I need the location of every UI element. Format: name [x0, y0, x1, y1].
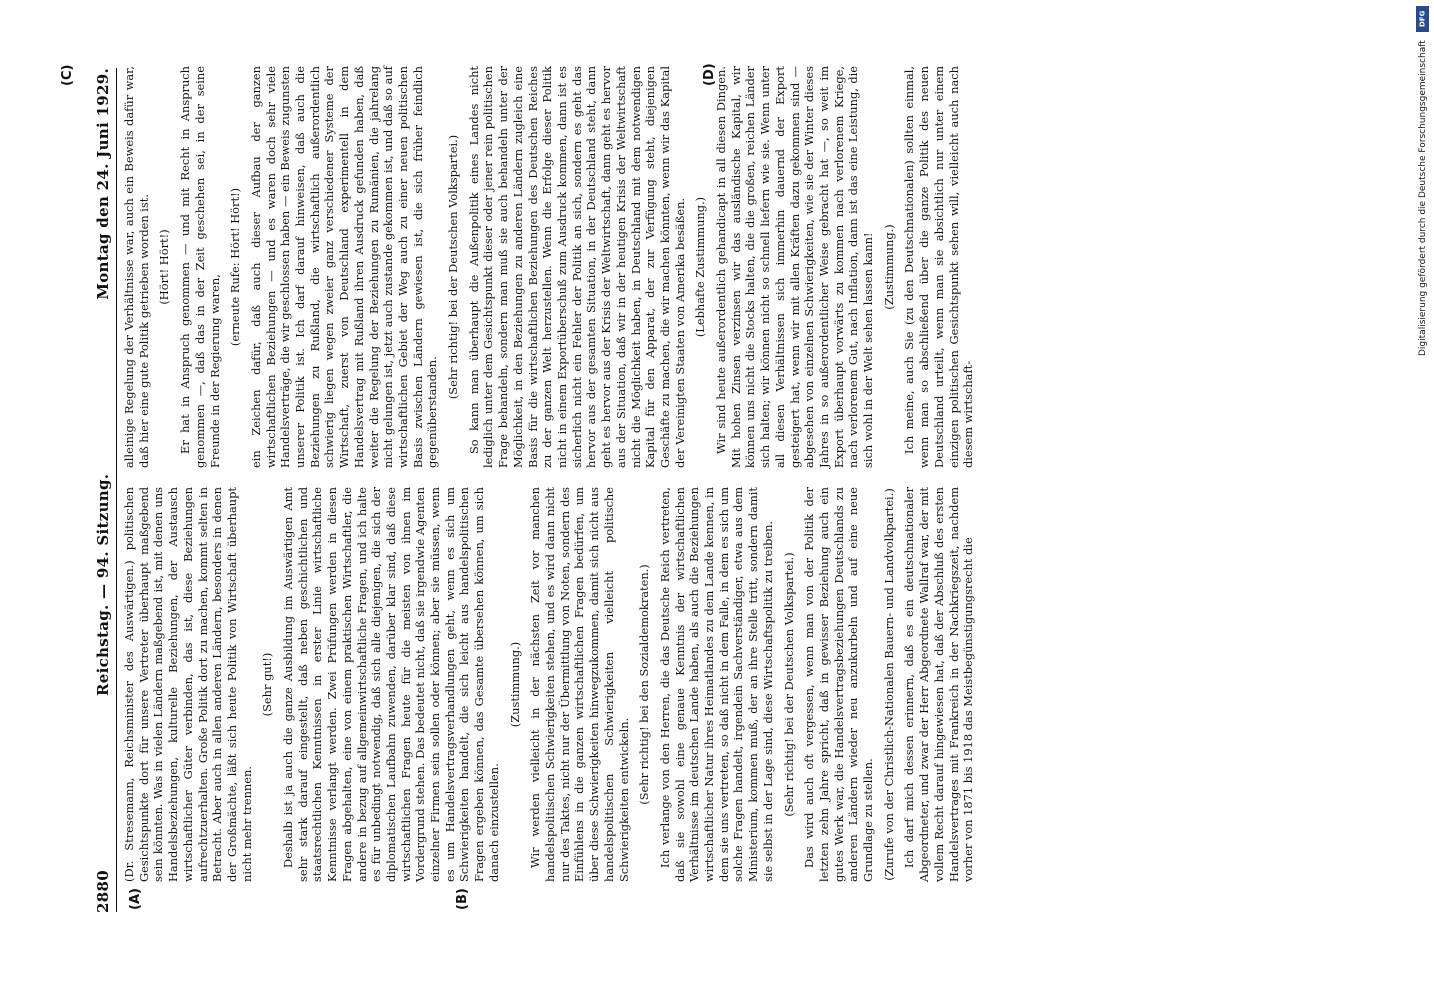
- margin-marker-b: (B): [455, 888, 470, 910]
- left-column: [122, 487, 976, 882]
- digitization-note: Digitalisierung gefördert durch die Deutsche Forschungsgemeinschaft: [1418, 40, 1428, 356]
- dfg-logo: DFG: [1416, 6, 1429, 32]
- paragraph: Wir werden vielleicht in der nächsten Zeit vor manchen handelspolitischen Schwierigkeiten stehen, und es wird dann nicht nur des Taktes, nicht nur der Übermittlung von Noten, sondern des Einfühlens in die ganzen wirtschaftlichen Fragen bedürfen, um über diese Schwierigkeiten hinwegzukommen, damit sich nicht aus handelspolitischen Schwierigkeiten vielleicht politische Schwierigkeiten entwickeln.: [528, 487, 631, 882]
- interjection: (Sehr gut!): [260, 652, 275, 717]
- page-title: Reichstag. — 94. Sitzung.: [94, 473, 112, 697]
- paragraph: Das wird auch oft vergessen, wenn man von der Politik der letzten zehn Jahre spricht, daß in gewisser Beziehung auch ein gutes Werk war, die Handelsvertragsbeziehungen Deutschlands zu anderen Ländern wieder neu anzukurbeln und auf eine neue Grundlage zu stellen.: [802, 487, 876, 882]
- paragraph: Ich darf mich dessen erinnern, daß es ein deutschnationaler Abgeordneter, und zwar der Herr Abgeordnete Wallraf war, der mit vollem Recht darauf hingewiesen hat, daß der Abschluß des ersten Handelsvertrages mit Frankreich in der Nachkriegszeit, nachdem vorher von 1871 bis 1918 das Meistbegünstigungsrecht die: [902, 487, 976, 882]
- paragraph: Ich meine, auch Sie (zu den Deutschnationalen) sollten einmal, wenn man so abschließend über die ganze Politik des neuen Deutschland urteilt, wenn man sie absichtlich nur unter einem einzigen politischen Gesichtspunkt sehen will, vielleicht auch nach diesem wirtschaft-: [902, 66, 976, 468]
- margin-marker-c: (C): [60, 64, 75, 86]
- interjection: (Sehr richtig! bei der Deutschen Volkspartei.): [781, 552, 796, 817]
- paragraph: alleinige Regelung der Verhältnisse war, auch ein Beweis dafür war, daß hier eine gute Politik getrieben worden ist.: [122, 66, 151, 468]
- paragraph: ein Zeichen dafür, daß auch dieser Aufbau der ganzen wirtschaftlichen Beziehungen — und es waren doch sehr viele Handelsverträge, die wir geschlossen haben — ein Beweis zugunsten unserer Politik ist. Ich darf darauf hinweisen, daß auch die Beziehungen zu Rußland, die wirtschaftlich außerordentlich schwierig liegen wegen zweier ganz verschiedener Systeme der Wirtschaft, zuerst von Deutschland experimentell in dem Handelsvertrag mit Rußland ihren Ausdruck gefunden haben, daß weiter die Regelung der Beziehungen zu Rumänien, die jahrelang nicht gelungen ist, jetzt auch zustande gekommen ist, und daß so auf wirtschaftlichen Gebiet der Weg auch zu einer neuen politischen Basis zwischen Ländern gewiesen ist, die sich früher feindlich gegenüberstanden.: [248, 66, 440, 468]
- interjection: (Zustimmung.): [881, 224, 896, 310]
- paragraph: Wir sind heute außerordentlich gehandicapt in all diesen Dingen. Mit hohen Zinsen verzinsen wir das ausländische Kapital, wir können uns nicht die Stocks halten, die die großen, reichen Länder sich halten; wir können nicht so schnell liefern wie sie. Wenn unter all diesen Verhältnissen sich immerhin dauernd der Export gesteigert hat, wenn wir mit allen Kräften dazu gekommen sind — abgesehen von einzelnen Schwierigkeiten, wie sie der Winter dieses Jahres in so außerordentlicher Weise gebracht hat —, so weit im Export überhaupt vorwärts zu kommen nach verlorenem Kriege, nach verlorenem Gut, nach Inflation, dann ist das eine Leistung, die sich wohl in der Welt sehen lassen kann!: [714, 66, 876, 468]
- interjection: (Sehr richtig! bei den Sozialdemokraten.): [637, 564, 652, 805]
- paragraph: Ich verlange von den Herren, die das Deutsche Reich vertreten, daß sie sowohl eine genaue Kenntnis der wirtschaftlichen Verhältnisse im deutschen Lande haben, als auch die Beziehungen wirtschaftlicher Natur ihres Heimatlandes zu dem Lande kennen, in dem sie uns vertreten, so daß nicht in dem Falle, in dem es sich um solche Fragen handelt, irgendein Sachverständiger, etwa aus dem Ministerium, kommen muß, der an ihre Stelle tritt, sondern damit sie selbst in der Lage sind, diese Wirtschaftspolitik zu treiben.: [657, 487, 775, 882]
- interjection: (Hört! Hört!): [157, 229, 172, 305]
- header-rule: [116, 68, 117, 912]
- page-header: [92, 68, 114, 913]
- interjection: (Lebhafte Zustimmung.): [693, 196, 708, 338]
- paragraph: Deshalb ist ja auch die ganze Ausbildung im Auswärtigen Amt sehr stark darauf eingestellt, daß neben geschichtlichen und staatsrechtlichen Kenntnissen in erster Linie wirtschaftliche Kenntnisse verlangt werden. Zwei Prüfungen werden in diesen Fragen abgehalten, eine von einem praktischen Wirtschaftler, die andere in bezug auf allgemeinwirtschaftliche Fragen, und ich halte es für unbedingt notwendig, daß sich alle diejenigen, die sich der diplomatischen Laufbahn zuwenden, darüber klar sind, daß diese wirtschaftlichen Fragen heute für die meisten von ihnen im Vordergrund stehen. Das bedeutet nicht, daß sie irgendwie Agenten einzelner Firmen sein sollen oder können; aber sie müssen, wenn es um Handelsvertragsverhandlungen geht, wenn es sich um Schwierigkeiten handelt, die sich leicht aus handelspolitischen Fragen ergeben können, das Gesamte übersehen können, um sich danach einzustellen.: [281, 487, 501, 882]
- paragraph: (Dr. Stresemann, Reichsminister des Auswärtigen.) politischen Gesichtspunkte dort für unsere Vertreter überhaupt maßgebend sein könnten. Was in vielen Ländern maßgebend ist, mit denen uns Handelsbeziehungen, kulturelle Beziehungen, der Austausch wirtschaftlicher Güter verbinden, das ist, diese Beziehungen aufrechtzuerhalten. Große Politik dort zu machen, kommt selten in Betracht. Aber auch in allen anderen Ländern, besonders in denen der Großmächte, läßt sich heute Politik von Wirtschaft überhaupt nicht mehr trennen.: [122, 487, 254, 882]
- interjection: (erneute Rufe: Hört! Hört!): [228, 187, 243, 347]
- margin-marker-a: (A): [128, 888, 143, 910]
- margin-marker-d: (D): [702, 63, 717, 86]
- interjection: (Zustimmung.): [507, 641, 522, 728]
- interjection: (Sehr richtig! bei der Deutschen Volkspartei.): [446, 134, 461, 400]
- interjection: (Zurufe von der Christlich-Nationalen Bauern- und Landvolkpartei.): [881, 488, 896, 881]
- paragraph: Er hat in Anspruch genommen — und mit Recht in Anspruch genommen —, daß das in der Zeit geschehen sei, in der seine Freunde in der Regierung waren,: [178, 66, 222, 468]
- page-date: Montag den 24. Juni 1929.: [94, 68, 112, 300]
- digitization-sidebar: [1413, 0, 1433, 1000]
- right-column: [122, 66, 976, 468]
- page-number: 2880: [94, 870, 112, 913]
- paragraph: So kann man überhaupt die Außenpolitik eines Landes nicht lediglich unter dem Gesichtspunkt dieser oder jener rein politischen Frage behandeln, sondern man muß sie auch behandeln unter der Möglichkeit, in den Beziehungen zu anderen Ländern zugleich eine Basis für die wirtschaftlichen Beziehungen des Deutschen Reiches zu der ganzen Welt herzustellen. Wenn die Erfolge dieser Politik nicht in einem Exportüberschuß zum Ausdruck kommen, dann ist es sicherlich nicht ein Fehler der Politik an sich, sondern es geht das hervor aus der gesamten Situation, in der Deutschland steht, dann geht es hervor aus der Krisis der Weltwirtschaft, dann geht es hervor aus der Situation, daß wir in der heutigen Krisis der Weltwirtschaft nicht die Möglichkeit haben, in Deutschland mit dem notwendigen Kapital für den Apparat, der zur Verfügung steht, diejenigen Geschäfte zu machen, die wir machen könnten, wenn wir das Kapital der Vereinigten Staaten von Amerika besäßen.: [466, 66, 687, 468]
